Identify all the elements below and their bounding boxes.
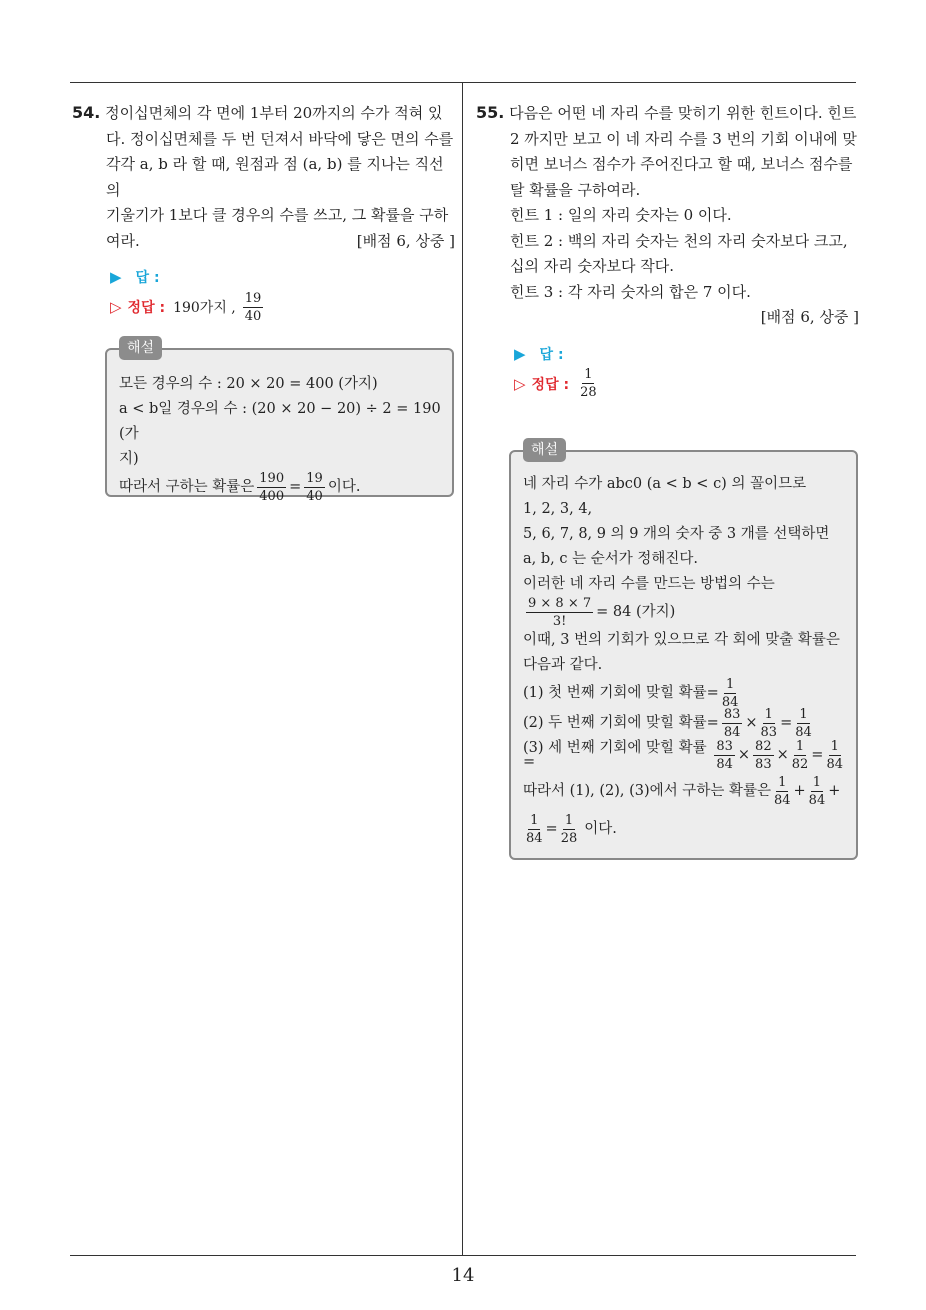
answer-label: 답 : — [135, 270, 160, 286]
hint-line: 힌트 1 : 일의 자리 숫자는 0 이다. — [510, 206, 732, 224]
solution-line: 이때, 3 번의 기회가 있으므로 각 회에 맞출 확률은 — [523, 632, 840, 648]
play-outline-icon: ▷ — [110, 298, 122, 316]
solution-line: $\frac{9 \times 8 \times 7}{3!}$ = 84 (가지) — [528, 596, 676, 629]
question-number: 54. — [72, 103, 101, 122]
solution-tag: 해설 — [119, 336, 162, 360]
solution-line: 따라서 구하는 확률은 $\frac{190}{400}$ = $\frac{19}{40}$ 이다. — [119, 471, 361, 504]
question-line: 탈 확률을 구하여라. — [510, 180, 641, 199]
play-icon: ▶ — [514, 344, 526, 363]
conclusion-line: $\frac{1}{84}$ = $\frac{1}{28}$ 이다. — [526, 812, 617, 846]
top-rule — [70, 82, 856, 83]
question-line: 정이십면체의 각 면에 1부터 20까지의 수가 적혀 있 — [105, 104, 443, 122]
question-line: 히면 보너스 점수가 주어진다고 할 때, 보너스 점수를 — [510, 155, 853, 173]
probability-line: (1) 첫 번째 기회에 맞힐 확률= $\frac{1}{84}$ — [523, 676, 739, 710]
solution-line: 이러한 네 자리 수를 만드는 방법의 수는 — [523, 576, 775, 592]
correct-label: 정답 : — [531, 376, 570, 393]
hint-line: 힌트 2 : 백의 자리 숫자는 천의 자리 숫자보다 크고, — [510, 231, 848, 250]
probability-line: (2) 두 번째 기회에 맞힐 확률= $\frac{83}{84}$ × $\frac{1}{83}$ = $\frac{1}{84}$ — [523, 706, 812, 740]
correct-answer-text: 190가지 , — [173, 300, 236, 316]
question-55 — [476, 100, 859, 401]
solution-line: 네 자리 수가 abc0 (a < b < c) 의 꼴이므로 — [523, 476, 807, 492]
question-55-text — [476, 100, 859, 331]
solution-box-54 — [105, 340, 454, 504]
solution-line: 1, 2, 3, 4, — [523, 501, 593, 517]
play-outline-icon: ▷ — [514, 374, 526, 393]
hint-line: 십의 자리 숫자보다 작다. — [510, 257, 674, 275]
column-divider — [462, 82, 463, 1256]
probability-line: (3) 세 번째 기회에 맞힐 확률= $\frac{83}{84}$ × $\frac{82}{83}$ × $\frac{1}{82}$ = $\frac{1}{84}$ — [523, 738, 843, 772]
correct-fraction: $\frac{19}{40}$ — [244, 290, 262, 324]
question-line: 여라. — [106, 231, 140, 250]
hint-line: 힌트 3 : 각 자리 숫자의 합은 7 이다. — [510, 282, 751, 301]
question-line: 다. 정이십면체를 두 번 던져서 바닥에 닿은 면의 수를 — [106, 129, 454, 148]
solution-line: 5, 6, 7, 8, 9 의 9 개의 숫자 중 3 개를 선택하면 — [523, 526, 830, 542]
solution-line: 모든 경우의 수 : 20 × 20 = 400 (가지) — [119, 376, 378, 392]
question-line: 다음은 어떤 네 자리 수를 맞히기 위한 힌트이다. 힌트 — [509, 104, 857, 122]
answer-label: 답 : — [539, 346, 564, 363]
question-number: 55. — [476, 103, 505, 122]
play-icon: ▶ — [110, 268, 122, 286]
question-line: 2 까지만 보고 이 네 자리 수를 3 번의 기회 이내에 맞 — [510, 129, 857, 148]
answer-block — [476, 341, 859, 401]
question-line: 기울기가 1보다 클 경우의 수를 쓰고, 그 확률을 구하 — [106, 206, 449, 224]
solution-line: a < b일 경우의 수 : (20 × 20 − 20) ÷ 2 = 190 (가 — [119, 401, 441, 442]
answer-block — [72, 264, 455, 324]
solution-tag: 해설 — [523, 438, 566, 462]
difficulty-meta: [배점 6, 상중 ] — [760, 308, 859, 326]
solution-box-55 — [509, 442, 858, 860]
question-line: 각각 a, b 라 할 때, 원점과 점 (a, b) 를 지나는 직선의 — [106, 155, 444, 199]
correct-fraction: $\frac{1}{28}$ — [580, 367, 597, 400]
question-54-text — [72, 100, 455, 254]
question-54 — [72, 100, 455, 324]
conclusion-line: 따라서 (1), (2), (3)에서 구하는 확률은 $\frac{1}{84}$ + $\frac{1}{84}$ + — [523, 774, 841, 808]
difficulty-meta: [배점 6, 상중 ] — [356, 231, 455, 250]
correct-label: 정답 : — [127, 300, 166, 316]
page-number: 14 — [451, 1265, 475, 1286]
solution-line: 다음과 같다. — [523, 657, 603, 673]
bottom-rule — [70, 1255, 856, 1256]
solution-line: 지) — [119, 451, 139, 467]
solution-line: a, b, c 는 순서가 정해진다. — [523, 551, 698, 567]
